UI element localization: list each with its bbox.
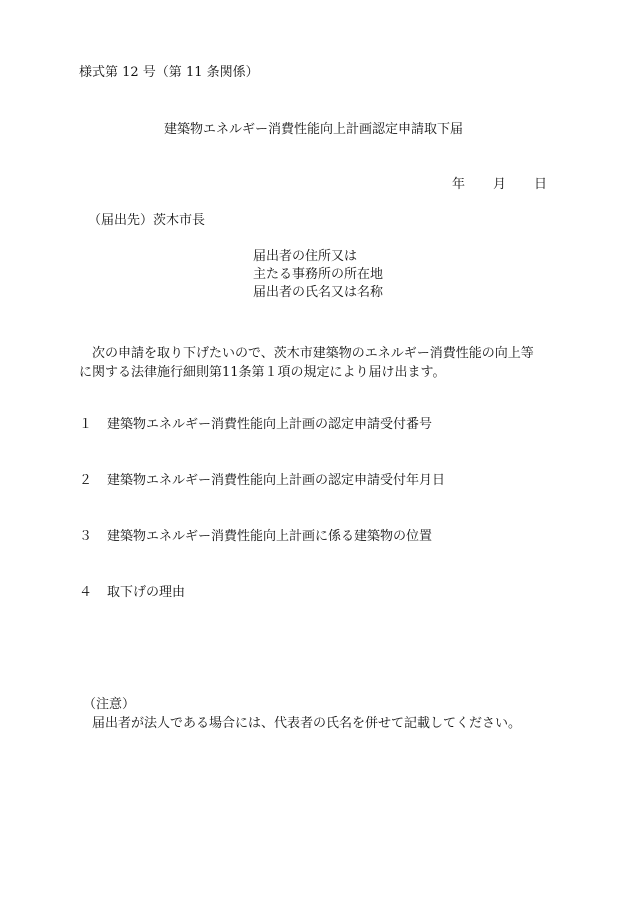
- item-text: 建築物エネルギー消費性能向上計画の認定申請受付年月日: [107, 473, 446, 488]
- item-number: １: [79, 417, 93, 432]
- applicant-block: [253, 248, 383, 302]
- date-day-label: 日: [534, 177, 548, 192]
- item-number: ２: [79, 473, 93, 488]
- item-number: ４: [79, 585, 93, 600]
- form-title: 建築物エネルギー消費性能向上計画認定申請取下届: [164, 122, 464, 137]
- item-building-location: [79, 528, 432, 545]
- applicant-office-label: 主たる事務所の所在地: [253, 267, 384, 282]
- item-application-date: [79, 472, 445, 489]
- item-text: 建築物エネルギー消費性能向上計画の認定申請受付番号: [107, 417, 433, 432]
- body-line-1: 次の申請を取り下げたいので、茨木市建築物のエネルギー消費性能の向上等: [79, 346, 534, 361]
- date-month-label: 月: [493, 177, 507, 192]
- date-year-label: 年: [452, 177, 466, 192]
- applicant-address-label: 届出者の住所又は: [253, 249, 358, 264]
- form-number: 様式第 12 号（第 11 条関係）: [79, 65, 259, 80]
- note-text: 届出者が法人である場合には、代表者の氏名を併せて記載してください。: [92, 716, 522, 731]
- item-withdrawal-reason: [79, 584, 185, 601]
- addressee: （届出先）茨木市長: [88, 213, 206, 228]
- note-heading: （注意）: [83, 697, 136, 712]
- body-paragraph: [79, 344, 549, 382]
- item-text: 取下げの理由: [107, 585, 186, 600]
- item-number: ３: [79, 529, 93, 544]
- body-line-2: に関する法律施行細則第11条第１項の規定により届け出ます。: [79, 365, 446, 380]
- item-application-number: [79, 416, 432, 433]
- item-text: 建築物エネルギー消費性能向上計画に係る建築物の位置: [107, 529, 433, 544]
- applicant-name-label: 届出者の氏名又は名称: [253, 285, 384, 300]
